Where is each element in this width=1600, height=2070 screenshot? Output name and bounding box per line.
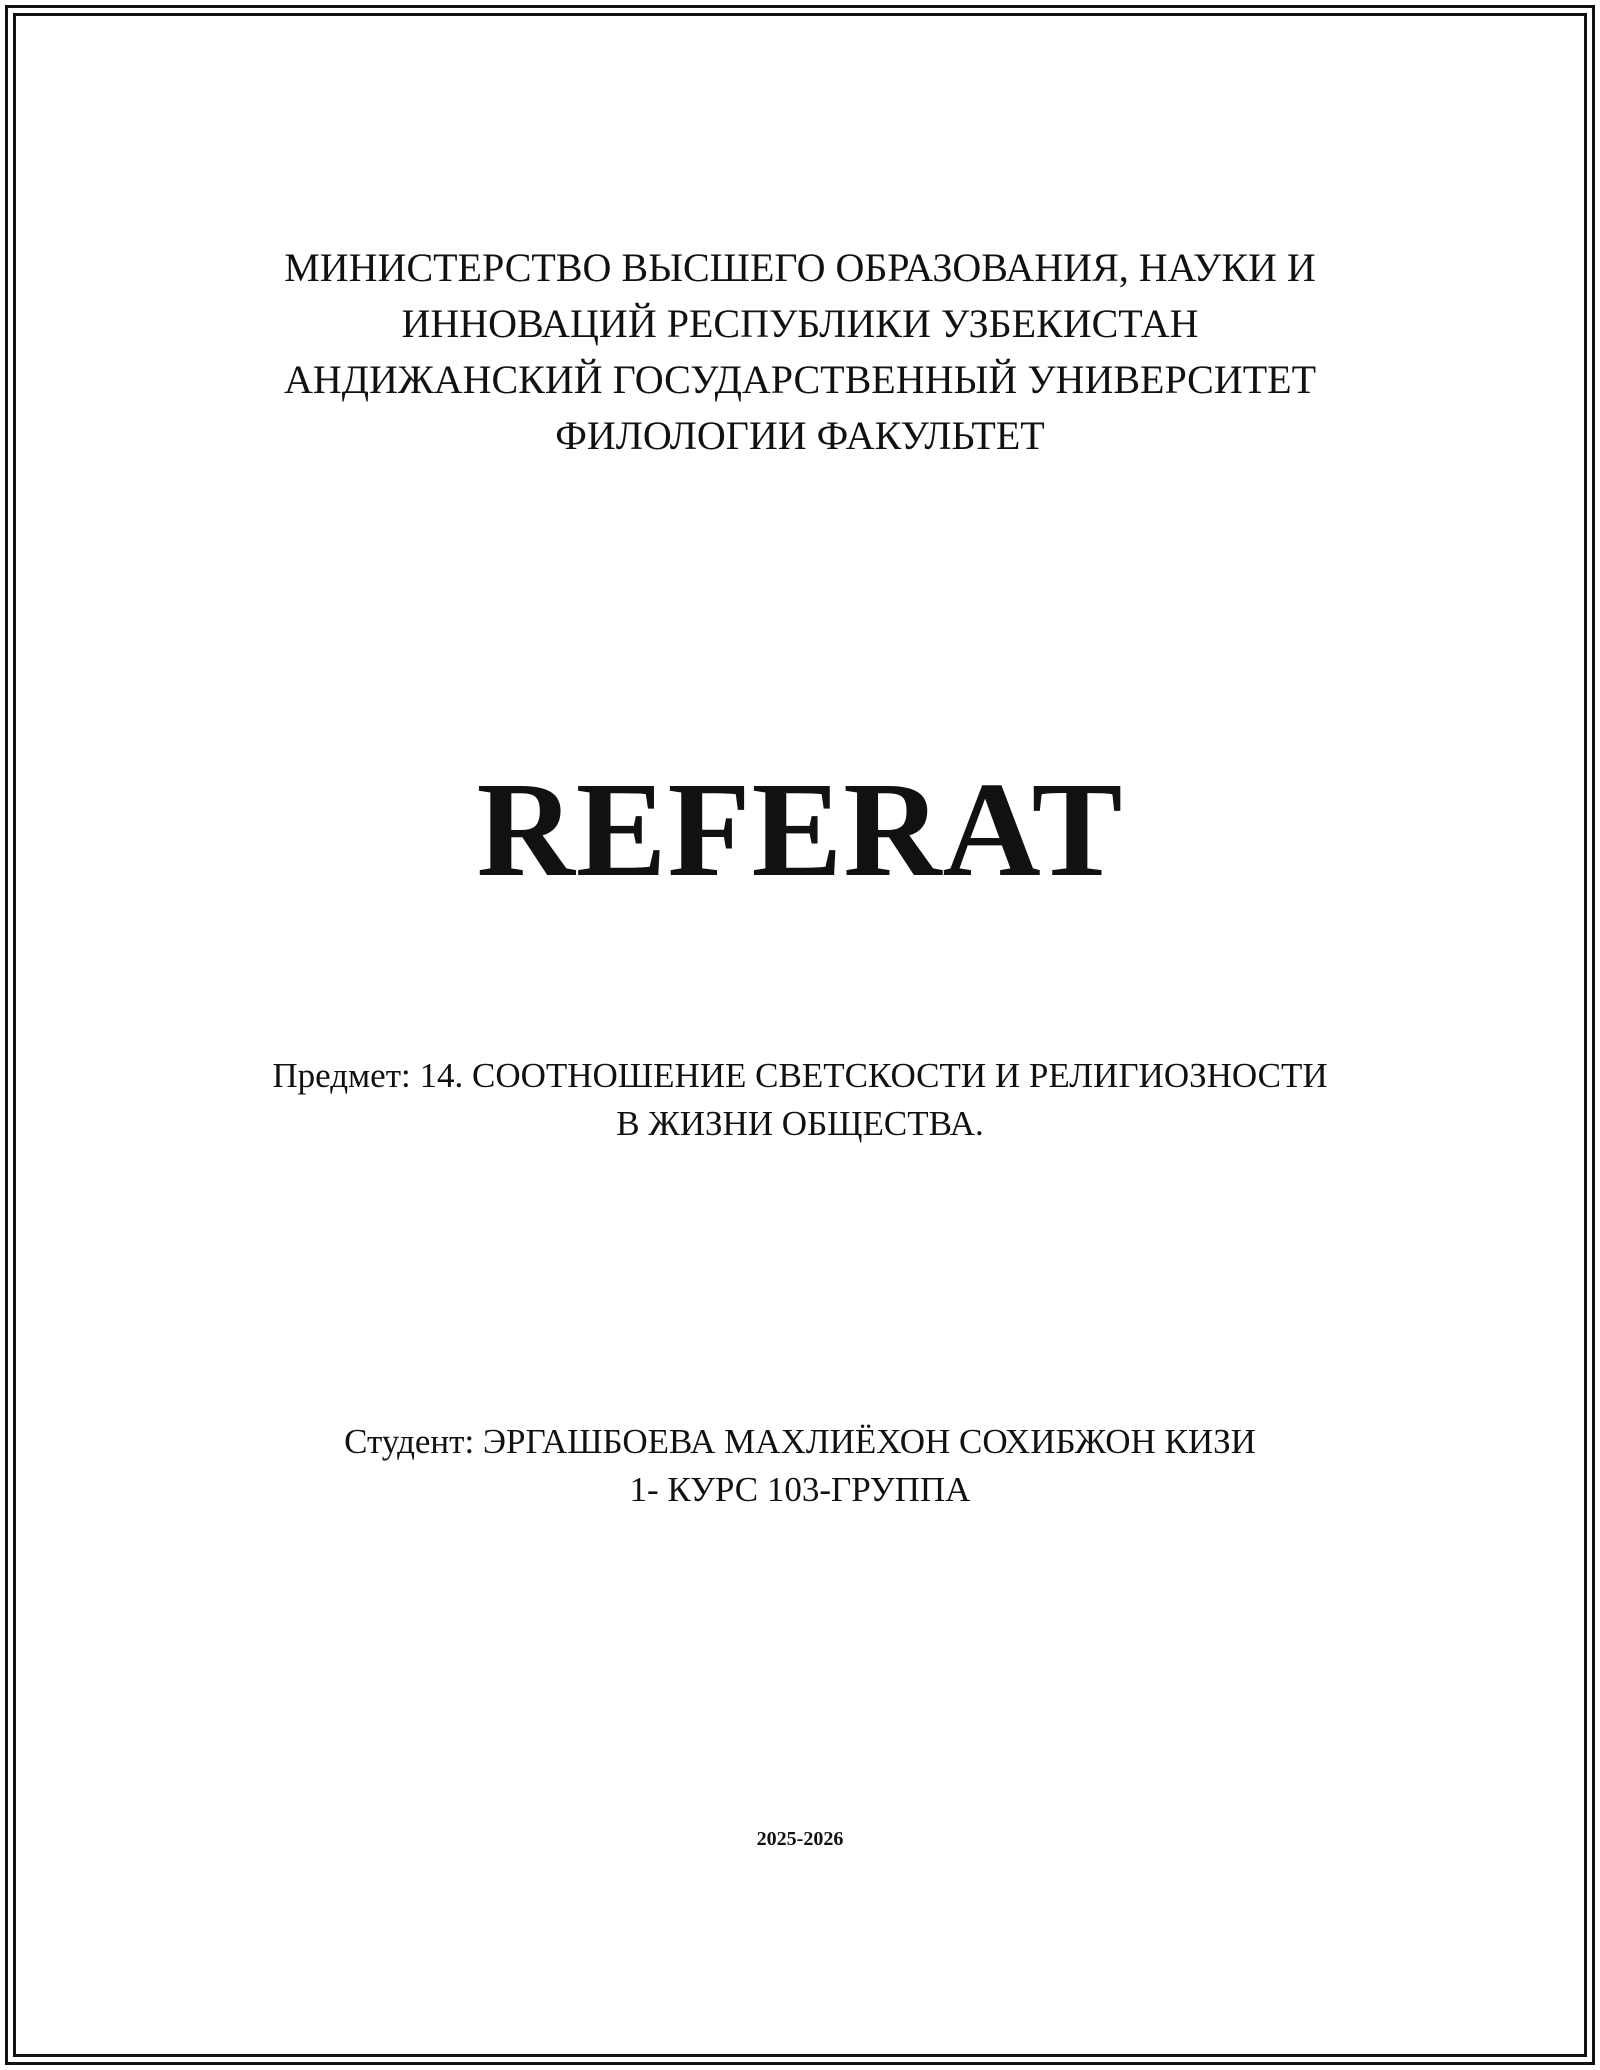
header-line-faculty: ФИЛОЛОГИИ ФАКУЛЬТЕТ xyxy=(555,413,1045,458)
subject-line-2: В ЖИЗНИ ОБЩЕСТВА. xyxy=(616,1104,984,1143)
student-name: Студент: ЭРГАШБОЕВА МАХЛИЁХОН СОХИБЖОН КИЗИ xyxy=(344,1422,1256,1461)
institution-header xyxy=(0,240,1600,464)
subject-block xyxy=(0,1052,1600,1148)
header-line-ministry: МИНИСТЕРСТВО ВЫСШЕГО ОБРАЗОВАНИЯ, НАУКИ И xyxy=(284,245,1316,290)
document-title: REFERAT xyxy=(476,755,1124,905)
header-line-innovations: ИННОВАЦИЙ РЕСПУБЛИКИ УЗБЕКИСТАН xyxy=(401,301,1199,346)
academic-year: 2025-2026 xyxy=(756,1828,844,1850)
subject-line-1: Предмет: 14. СООТНОШЕНИЕ СВЕТСКОСТИ И РЕЛИГИОЗНОСТИ xyxy=(272,1056,1328,1095)
student-block xyxy=(0,1418,1600,1514)
header-line-university: АНДИЖАНСКИЙ ГОСУДАРСТВЕННЫЙ УНИВЕРСИТЕТ xyxy=(283,357,1317,402)
student-course-group: 1- КУРС 103-ГРУППА xyxy=(629,1470,971,1509)
